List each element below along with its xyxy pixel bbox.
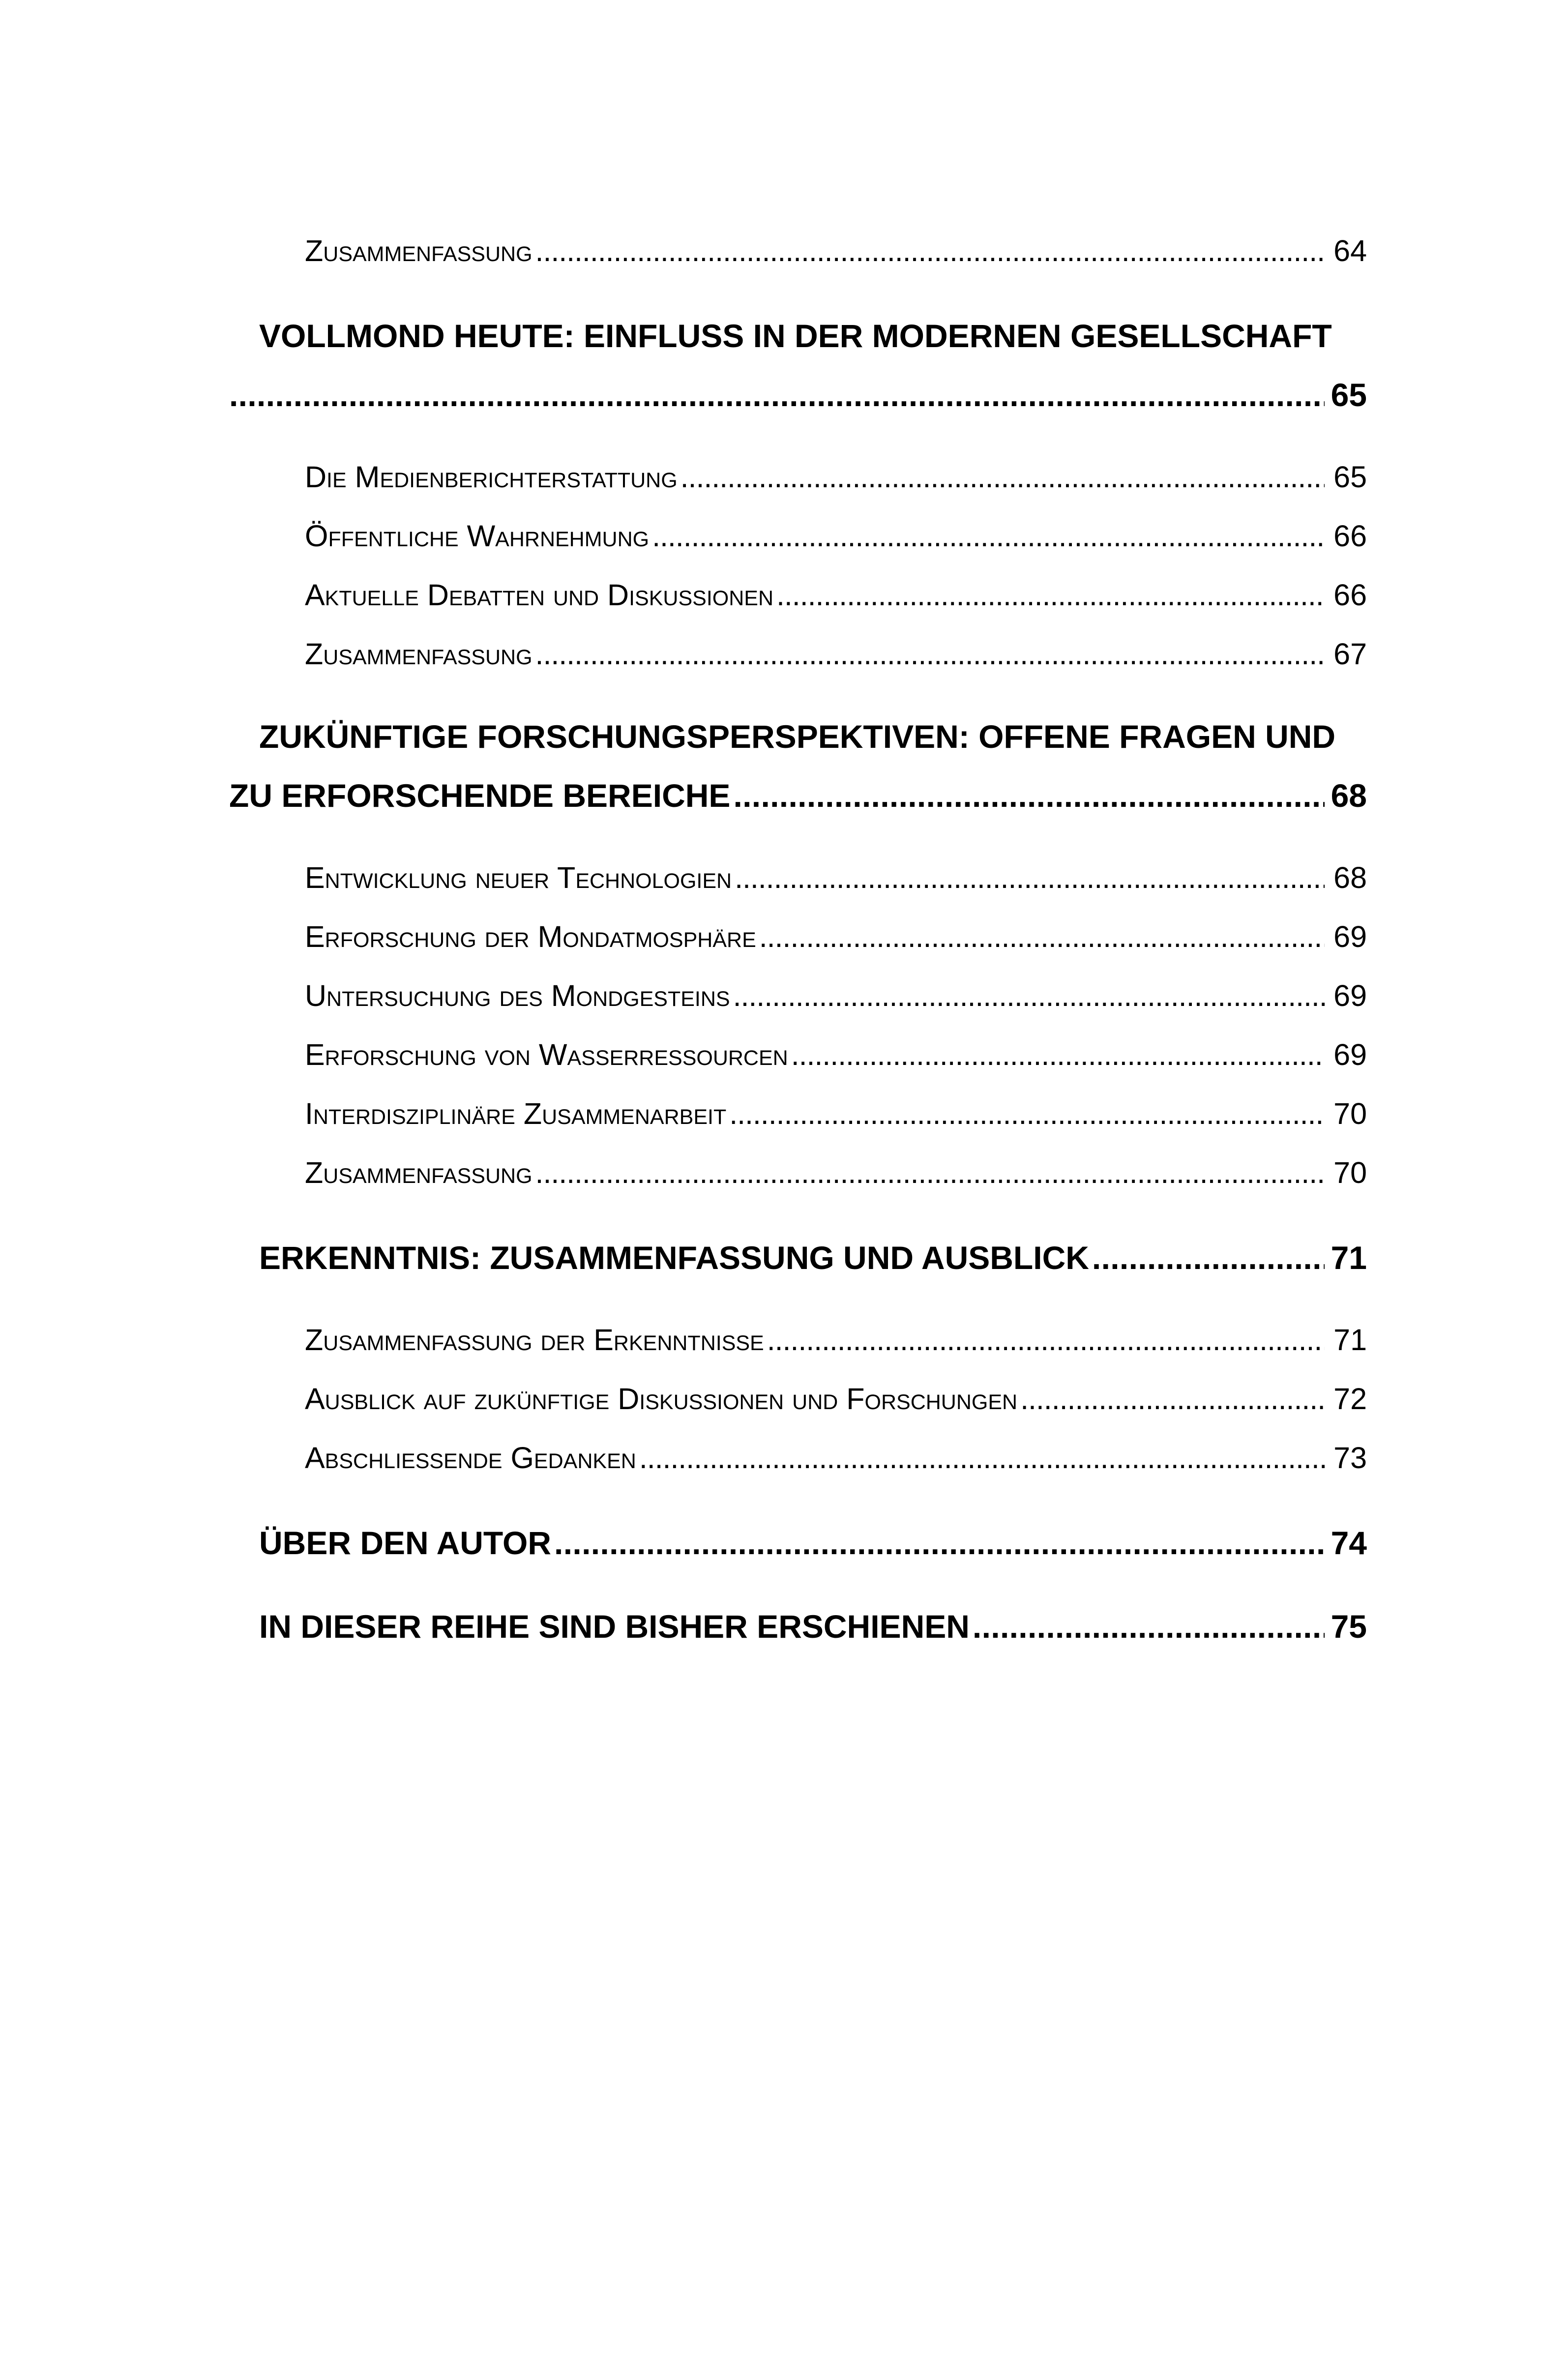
dot-leader bbox=[535, 1155, 1325, 1190]
toc-page-number: 67 bbox=[1333, 637, 1367, 671]
dot-leader bbox=[652, 519, 1325, 553]
toc-section-entry[interactable] bbox=[229, 376, 1367, 413]
toc-entry[interactable] bbox=[305, 919, 1367, 954]
dot-leader bbox=[759, 919, 1325, 954]
toc-page-number: 75 bbox=[1331, 1608, 1367, 1645]
toc-section-title[interactable]: VOLLMOND HEUTE: EINFLUSS IN DER MODERNEN GESELLSCHAFT bbox=[259, 318, 1332, 354]
toc-entry-title: Erforschung der Mondatmosphäre bbox=[305, 920, 756, 953]
toc-entry[interactable] bbox=[305, 519, 1367, 553]
toc-entry-title: Öffentliche Wahrnehmung bbox=[305, 519, 650, 553]
toc-entry-title: Zusammenfassung bbox=[305, 234, 533, 267]
toc-page-number: 64 bbox=[1333, 234, 1367, 267]
toc-entry-title: Zusammenfassung bbox=[305, 1156, 533, 1189]
dot-leader bbox=[680, 460, 1325, 494]
toc-page-number: 72 bbox=[1333, 1382, 1367, 1416]
dot-leader bbox=[1092, 1239, 1325, 1276]
dot-leader bbox=[973, 1608, 1325, 1645]
toc-page-number: 70 bbox=[1333, 1097, 1367, 1130]
dot-leader bbox=[767, 1323, 1325, 1357]
dot-leader bbox=[735, 860, 1325, 895]
toc-section-title: IN DIESER REIHE SIND BISHER ERSCHIENEN bbox=[259, 1608, 970, 1645]
dot-leader bbox=[1020, 1382, 1325, 1416]
toc-entry[interactable] bbox=[305, 234, 1367, 268]
toc-entry-title: Ausblick auf zukünftige Diskussionen und Forschungen bbox=[305, 1382, 1018, 1416]
dot-leader bbox=[791, 1037, 1325, 1072]
toc-entry[interactable] bbox=[305, 578, 1367, 612]
dot-leader bbox=[229, 376, 1325, 413]
dot-leader bbox=[733, 777, 1325, 814]
toc-page-number: 69 bbox=[1333, 920, 1367, 953]
toc-entry[interactable] bbox=[305, 460, 1367, 494]
toc-entry[interactable] bbox=[305, 1323, 1367, 1357]
toc-section-entry[interactable] bbox=[229, 777, 1367, 814]
toc-section-title: ERKENNTNIS: ZUSAMMENFASSUNG UND AUSBLICK bbox=[259, 1239, 1089, 1276]
toc-page-number: 65 bbox=[1331, 377, 1367, 413]
toc-entry-title: Zusammenfassung der Erkenntnisse bbox=[305, 1323, 764, 1357]
toc-section-title-continued: ZU ERFORSCHENDE BEREICHE bbox=[229, 777, 731, 814]
dot-leader bbox=[535, 637, 1325, 671]
toc-page-number: 66 bbox=[1333, 519, 1367, 553]
toc-page-number: 74 bbox=[1331, 1525, 1367, 1561]
toc-entry-title: Untersuchung des Mondgesteins bbox=[305, 979, 730, 1012]
dot-leader bbox=[535, 234, 1325, 268]
toc-entry-title: Zusammenfassung bbox=[305, 637, 533, 671]
toc-page-number: 69 bbox=[1333, 979, 1367, 1012]
dot-leader bbox=[776, 578, 1325, 612]
toc-entry[interactable] bbox=[305, 978, 1367, 1013]
toc-page-number: 68 bbox=[1331, 777, 1367, 814]
toc-entry-title: Abschließende Gedanken bbox=[305, 1441, 636, 1475]
toc-page-number: 71 bbox=[1333, 1323, 1367, 1357]
toc-section-title: ÜBER DEN AUTOR bbox=[259, 1525, 552, 1561]
dot-leader bbox=[639, 1441, 1325, 1475]
toc-page-number: 71 bbox=[1331, 1239, 1367, 1276]
toc-page-number: 70 bbox=[1333, 1156, 1367, 1189]
toc-entry-title: Die Medienberichterstattung bbox=[305, 460, 678, 494]
toc-entry[interactable] bbox=[305, 637, 1367, 671]
toc-entry-title: Interdisziplinäre Zusammenarbeit bbox=[305, 1097, 727, 1130]
toc-entry-title: Entwicklung neuer Technologien bbox=[305, 861, 732, 894]
toc-section-entry[interactable] bbox=[259, 1239, 1367, 1276]
dot-leader bbox=[733, 978, 1325, 1013]
toc-entry-title: Erforschung von Wasserressourcen bbox=[305, 1038, 788, 1071]
toc-section-entry[interactable] bbox=[259, 1608, 1367, 1645]
toc-page-number: 68 bbox=[1333, 861, 1367, 894]
toc-section-title[interactable]: ZUKÜNFTIGE FORSCHUNGSPERSPEKTIVEN: OFFENE FRAGEN UND bbox=[259, 718, 1336, 755]
toc-entry[interactable] bbox=[305, 1096, 1367, 1131]
dot-leader bbox=[554, 1524, 1325, 1562]
toc-entry[interactable] bbox=[305, 1155, 1367, 1190]
toc-page-number: 65 bbox=[1333, 460, 1367, 494]
toc-entry[interactable] bbox=[305, 860, 1367, 895]
dot-leader bbox=[729, 1096, 1325, 1131]
toc-page-number: 69 bbox=[1333, 1038, 1367, 1071]
toc-entry[interactable] bbox=[305, 1441, 1367, 1475]
toc-section-entry[interactable] bbox=[259, 1524, 1367, 1562]
toc-page-number: 66 bbox=[1333, 578, 1367, 612]
toc-page-number: 73 bbox=[1333, 1441, 1367, 1475]
toc-entry[interactable] bbox=[305, 1037, 1367, 1072]
toc-entry[interactable] bbox=[305, 1382, 1367, 1416]
toc-entry-title: Aktuelle Debatten und Diskussionen bbox=[305, 578, 774, 612]
